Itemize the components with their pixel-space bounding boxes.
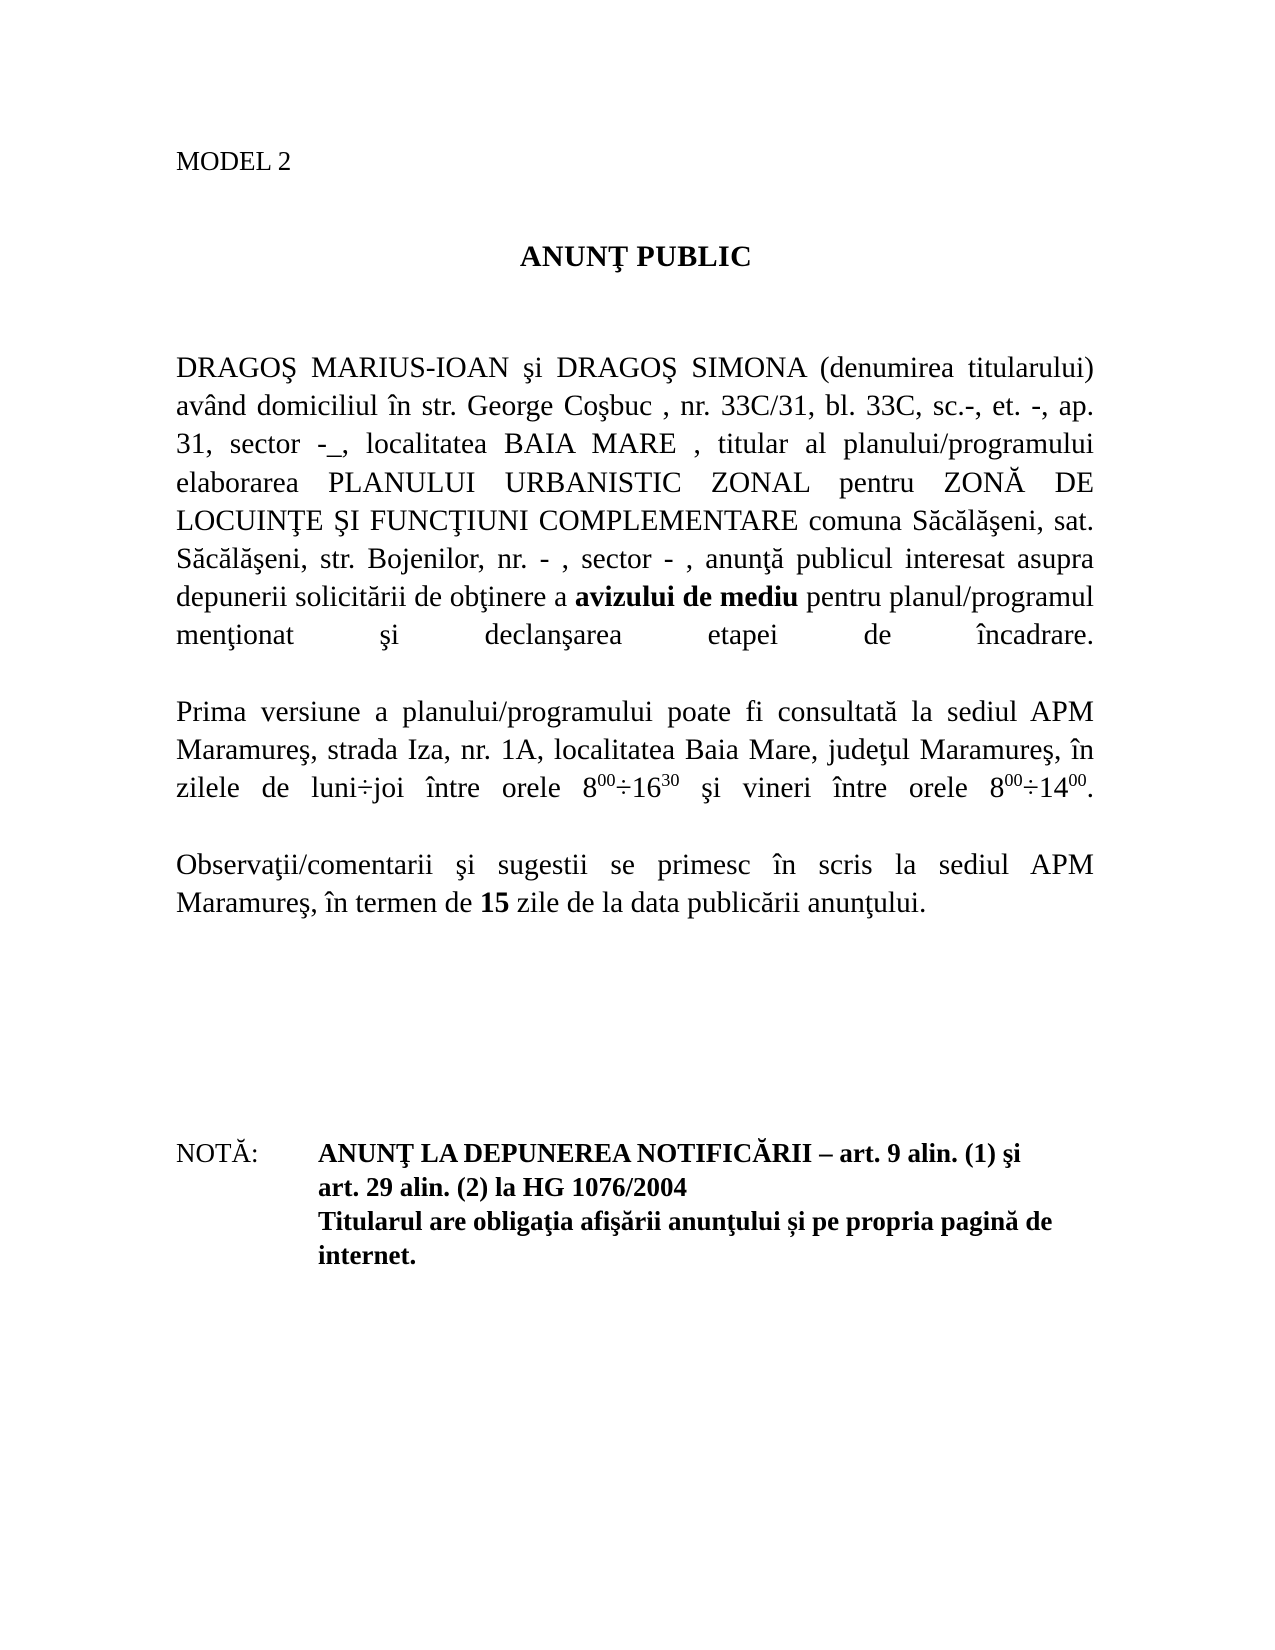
note-line-3: Titularul are obligaţia afişării anunţului și pe propria pagină de internet. <box>318 1206 1053 1270</box>
paragraph-2-part-2: ÷16 <box>615 772 662 805</box>
hours-superscript-end-minutes: 30 <box>661 770 680 791</box>
note-body <box>318 1136 1106 1272</box>
paragraph-3-part-2: zile de la data publicării anunţului. <box>509 886 927 919</box>
friday-superscript-start-minutes: 00 <box>1004 770 1023 791</box>
paragraph-consultation-schedule <box>176 693 1094 846</box>
paragraph-2-part-4: ÷14 <box>1022 772 1069 805</box>
paragraph-2-part-5: . <box>1086 772 1094 805</box>
page-title: ANUNŢ PUBLIC <box>519 240 753 273</box>
friday-superscript-end-minutes: 00 <box>1068 770 1087 791</box>
announcement-body <box>176 349 1094 922</box>
paragraph-3-part-1: Observaţii/comentarii şi sugestii se primesc în scris la sediul APM Maramureş, în termen de <box>176 848 1094 919</box>
avizul-de-mediu-emphasis: avizului de mediu <box>574 581 799 614</box>
paragraph-observations <box>176 846 1094 922</box>
paragraph-2-part-3: şi vineri între orele 8 <box>679 772 1005 805</box>
paragraph-1-part-1: DRAGOŞ MARIUS-IOAN şi DRAGOŞ SIMONA (denumirea titularului) având domiciliul în str. George Coşbuc , nr. 33C/31, bl. 33C, sc.-, et. -, ap. 31, sector -_, localitatea BAIA MARE , titular al planului/programului elaborarea PLANULUI URBANISTIC ZONAL pentru ZONĂ DE LOCUINŢE ŞI FUNCŢIUNI COMPLEMENTARE comuna Săcălăşeni, sat. Săcălăşeni, str. Bojenilor, nr. - , sector - , anunţă publicul interesat asupra depunerii solicitării de obţinere a <box>176 352 1094 614</box>
hours-superscript-start-minutes: 00 <box>597 770 616 791</box>
paragraph-1-part-2: pentru planul/programul menţionat şi declanşarea etapei de încadrare. <box>176 581 1094 652</box>
paragraph-titular-details <box>176 349 1094 693</box>
deadline-days-emphasis: 15 <box>479 886 510 919</box>
note-label: NOTĂ: <box>176 1138 259 1168</box>
paragraph-2-part-1: Prima versiune a planului/programului poate fi consultată la sediul APM Maramureş, strada Iza, nr. 1A, localitatea Baia Mare, judeţul Maramureş, în zilele de luni÷joi între orele 8 <box>176 695 1094 805</box>
note-line-2: art. 29 alin. (2) la HG 1076/2004 <box>318 1172 687 1202</box>
note-line-1: ANUNŢ LA DEPUNEREA NOTIFICĂRII – art. 9 alin. (1) şi <box>318 1138 1021 1168</box>
note-section <box>176 1136 1106 1272</box>
note-row <box>176 1136 1106 1272</box>
model-label: MODEL 2 <box>176 146 292 176</box>
